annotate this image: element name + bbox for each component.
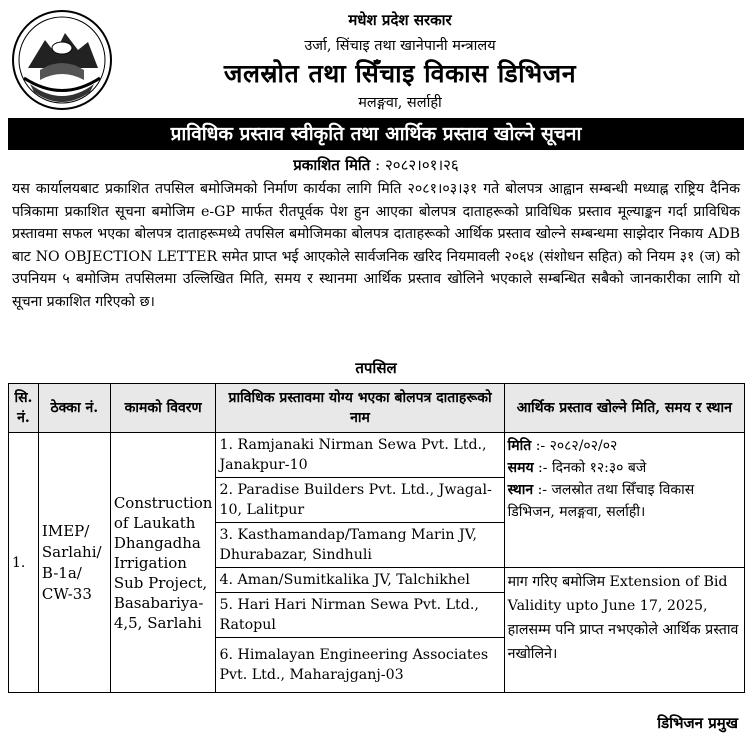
cell-sn: 1. bbox=[9, 433, 39, 693]
date-label: मिति bbox=[507, 438, 532, 454]
bidder-6: 6. Himalayan Engineering Associates Pvt. Ltd., Maharajganj-03 bbox=[216, 638, 504, 693]
place-value: :- जलस्रोत तथा सिँचाइ विकास डिभिजन, मलङ्गवा, सर्लाही। bbox=[507, 482, 695, 520]
table-header-row bbox=[9, 384, 745, 433]
header-sn: सि. नं. bbox=[9, 384, 39, 433]
header-bidders: प्राविधिक प्रस्तावमा योग्य भएका बोलपत्र दाताहरूको नाम bbox=[216, 384, 504, 433]
schedule-heading: तपसिल bbox=[355, 359, 397, 377]
header-work: कामको विवरण bbox=[110, 384, 216, 433]
signature-title: डिभिजन प्रमुख bbox=[657, 714, 738, 732]
date-value: :- २०८२/०२/०२ bbox=[535, 438, 618, 454]
published-date bbox=[0, 155, 752, 175]
header-contract: ठेक्का नं. bbox=[38, 384, 110, 433]
bidder-4: 4. Aman/Sumitkalika JV, Talchikhel bbox=[216, 568, 504, 593]
time-value: :- दिनको १२:३० बजे bbox=[538, 460, 647, 476]
published-value: : २०८२।०१।२६ bbox=[375, 156, 459, 174]
table-row bbox=[9, 433, 745, 478]
office-name: जलस्रोत तथा सिँचाइ विकास डिभिजन bbox=[223, 59, 577, 88]
province-name: मधेश प्रदेश सरकार bbox=[348, 11, 452, 29]
ministry-name: उर्जा, सिंचाइ तथा खानेपानी मन्त्रालय bbox=[304, 38, 496, 54]
place-label: स्थान bbox=[507, 482, 534, 498]
notice-title: प्राविधिक प्रस्ताव स्वीकृति तथा आर्थिक प्रस्ताव खोल्ने सूचना bbox=[8, 118, 744, 150]
bidder-2: 2. Paradise Builders Pvt. Ltd., Jwagal-10, Lalitpur bbox=[216, 478, 504, 523]
cell-work: Construction of Laukath Dhangadha Irrigation Sub Project, Basabariya-4,5, Sarlahi bbox=[110, 433, 216, 693]
office-location: मलङ्गवा, सर्लाही bbox=[358, 95, 442, 111]
notice-body: यस कार्यालयबाट प्रकाशित तपसिल बमोजिमको निर्माण कार्यका लागि मिति २०८१।०३।३१ गते बोलपत्र आह्वान सम्बन्धी मध्याह्न राष्ट्रिय दैनिक पत्रिकामा प्रकाशित सूचना बमोजिम e-GP मार्फत रीतपूर्वक पेश हुन आएका बोलपत्र दाताहरूको प्राविधिक प्रस्ताव मूल्याङ्कन गर्दा प्राविधिक प्रस्तावमा सफल भएका बोलपत्र दाताहरूमध्ये तपसिल बमोजिमका बोलपत्र दाताहरूको आर्थिक प्रस्ताव खोल्ने सम्बन्धमा साझेदार निकाय ADB बाट NO OBJECTION LETTER समेत प्राप्त भई आएकोले सार्वजनिक खरिद नियमावली २०६४ (संशोधन सहित) को नियम ३१ (ज) को उपनियम ५ बमोजिम तपसिलमा उल्लिखित मिति, समय र स्थानमा आर्थिक प्रस्ताव खोलिने भएकाले सम्बन्धित सबैको जानकारीका लागि यो सूचना प्रकाशित गरिएको छ। bbox=[12, 181, 740, 310]
opening-note: माग गरिए बमोजिम Extension of Bid Validity upto June 17, 2025, हालसम्म पनि प्राप्त नभएकोले आर्थिक प्रस्ताव नखोलिने। bbox=[504, 568, 744, 693]
bidder-3: 3. Kasthamandap/Tamang Marin JV, Dhurabazar, Sindhuli bbox=[216, 523, 504, 568]
nepal-emblem-icon bbox=[10, 8, 115, 113]
opening-details bbox=[504, 433, 744, 568]
cell-contract: IMEP/ Sarlahi/ B-1a/ CW-33 bbox=[38, 433, 110, 693]
header-opening: आर्थिक प्रस्ताव खोल्ने मिति, समय र स्थान bbox=[504, 384, 744, 433]
schedule-table bbox=[8, 383, 745, 693]
time-label: समय bbox=[507, 460, 534, 476]
bidder-5: 5. Hari Hari Nirman Sewa Pvt. Ltd., Ratopul bbox=[216, 593, 504, 638]
published-label: प्रकाशित मिति bbox=[293, 156, 371, 174]
bidder-1: 1. Ramjanaki Nirman Sewa Pvt. Ltd., Janakpur-10 bbox=[216, 433, 504, 478]
